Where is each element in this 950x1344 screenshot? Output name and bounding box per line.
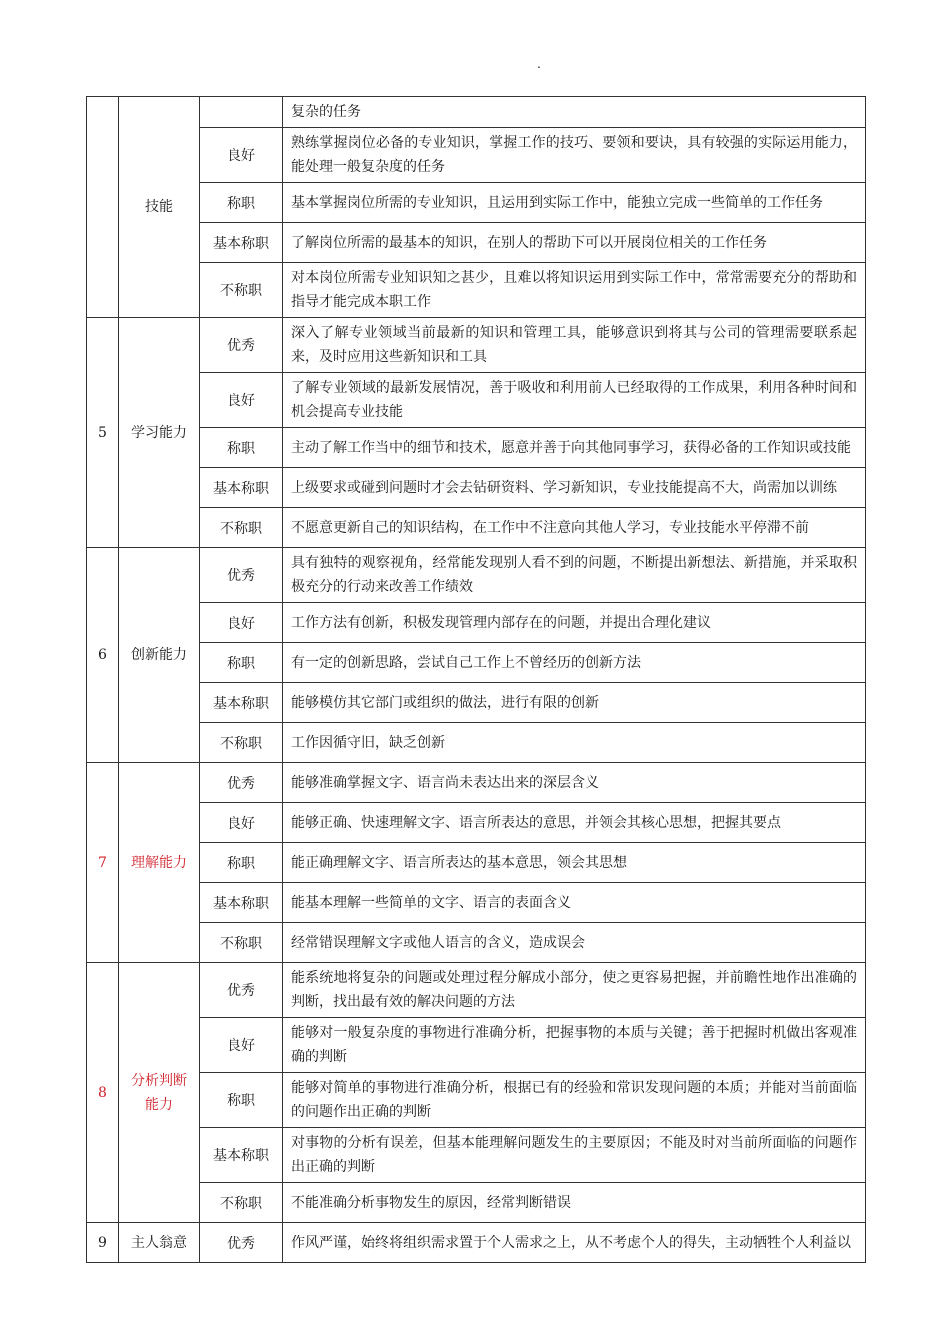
competency-name-text: 理解能力	[131, 854, 187, 871]
level-cell: 优秀	[200, 963, 283, 1018]
competency-name-text: 技能	[145, 199, 173, 215]
item-number	[87, 1223, 119, 1263]
evaluation-table	[86, 96, 866, 1263]
table-row	[87, 723, 866, 763]
table-row	[87, 223, 866, 263]
level-cell: 基本称职	[200, 883, 283, 923]
table-row	[87, 683, 866, 723]
level-cell: 不称职	[200, 723, 283, 763]
level-description: 能够准确掌握文字、语言尚未表达出来的深层含义	[283, 763, 866, 803]
competency-name	[119, 763, 200, 963]
table-row	[87, 128, 866, 183]
table-row	[87, 97, 866, 128]
level-cell: 良好	[200, 803, 283, 843]
table-row	[87, 508, 866, 548]
table-row	[87, 923, 866, 963]
item-number	[87, 763, 119, 963]
competency-name	[119, 318, 200, 548]
table-row	[87, 263, 866, 318]
item-number-text: 8	[98, 1084, 107, 1101]
item-number-text: 5	[98, 424, 107, 441]
level-description: 工作因循守旧，缺乏创新	[283, 723, 866, 763]
level-description: 能够正确、快速理解文字、语言所表达的意思，并领会其核心思想，把握其要点	[283, 803, 866, 843]
table-row	[87, 428, 866, 468]
level-description: 能系统地将复杂的问题或处理过程分解成小部分，使之更容易把握，并前瞻性地作出准确的判断，找出最有效的解决问题的方法	[283, 963, 866, 1018]
competency-name	[119, 963, 200, 1223]
level-cell: 良好	[200, 1018, 283, 1073]
table-row	[87, 1223, 866, 1263]
level-description: 上级要求或碰到问题时才会去钻研资料、学习新知识，专业技能提高不大，尚需加以训练	[283, 468, 866, 508]
table-row	[87, 468, 866, 508]
competency-name-text: 主人翁意	[131, 1234, 187, 1251]
level-cell: 不称职	[200, 1183, 283, 1223]
level-description: 能基本理解一些简单的文字、语言的表面含义	[283, 883, 866, 923]
item-number-text: 6	[98, 647, 107, 663]
level-description: 工作方法有创新，积极发现管理内部存在的问题，并提出合理化建议	[283, 603, 866, 643]
item-number	[87, 318, 119, 548]
level-description: 复杂的任务	[283, 97, 866, 128]
level-description: 了解专业领域的最新发展情况，善于吸收和利用前人已经取得的工作成果，利用各种时间和机会提高专业技能	[283, 373, 866, 428]
level-description: 主动了解工作当中的细节和技术，愿意并善于向其他同事学习，获得必备的工作知识或技能	[283, 428, 866, 468]
table-row	[87, 1183, 866, 1223]
item-number-text: 9	[98, 1234, 107, 1251]
table-row	[87, 548, 866, 603]
level-description: 熟练掌握岗位必备的专业知识，掌握工作的技巧、要领和要诀，具有较强的实际运用能力，能处理一般复杂度的任务	[283, 128, 866, 183]
level-cell: 基本称职	[200, 1128, 283, 1183]
table-row	[87, 843, 866, 883]
level-cell: 基本称职	[200, 223, 283, 263]
level-cell: 优秀	[200, 548, 283, 603]
level-description: 不愿意更新自己的知识结构，在工作中不注意向其他人学习，专业技能水平停滞不前	[283, 508, 866, 548]
table-row	[87, 963, 866, 1018]
level-cell: 称职	[200, 643, 283, 683]
level-cell: 良好	[200, 603, 283, 643]
level-description: 能够模仿其它部门或组织的做法，进行有限的创新	[283, 683, 866, 723]
level-description: 不能准确分析事物发生的原因，经常判断错误	[283, 1183, 866, 1223]
level-description: 能够对简单的事物进行准确分析，根据已有的经验和常识发现问题的本质；并能对当前面临的问题作出正确的判断	[283, 1073, 866, 1128]
table-row	[87, 763, 866, 803]
table-row	[87, 803, 866, 843]
table-row	[87, 643, 866, 683]
level-description: 深入了解专业领域当前最新的知识和管理工具，能够意识到将其与公司的管理需要联系起来，及时应用这些新知识和工具	[283, 318, 866, 373]
item-number	[87, 963, 119, 1223]
level-cell: 良好	[200, 373, 283, 428]
table-row	[87, 183, 866, 223]
table-row	[87, 603, 866, 643]
competency-name-text: 学习能力	[131, 424, 187, 441]
level-cell	[200, 97, 283, 128]
level-description: 能正确理解文字、语言所表达的基本意思，领会其思想	[283, 843, 866, 883]
competency-name	[119, 548, 200, 763]
level-cell: 优秀	[200, 763, 283, 803]
level-cell: 不称职	[200, 263, 283, 318]
level-cell: 优秀	[200, 1223, 283, 1263]
level-description: 有一定的创新思路，尝试自己工作上不曾经历的创新方法	[283, 643, 866, 683]
table-row	[87, 883, 866, 923]
competency-name-text: 创新能力	[131, 647, 187, 663]
level-description: 经常错误理解文字或他人语言的含义，造成误会	[283, 923, 866, 963]
level-description: 作风严谨，始终将组织需求置于个人需求之上，从不考虑个人的得失，主动牺牲个人利益以	[283, 1223, 866, 1263]
level-description: 对事物的分析有误差，但基本能理解问题发生的主要原因；不能及时对当前所面临的问题作出正确的判断	[283, 1128, 866, 1183]
competency-name	[119, 97, 200, 318]
level-cell: 称职	[200, 1073, 283, 1128]
table-row	[87, 1073, 866, 1128]
level-cell: 良好	[200, 128, 283, 183]
table-row	[87, 1018, 866, 1073]
level-cell: 称职	[200, 843, 283, 883]
competency-name-text: 分析判断能力	[131, 1072, 187, 1113]
level-cell: 称职	[200, 183, 283, 223]
level-cell: 不称职	[200, 508, 283, 548]
table-row	[87, 318, 866, 373]
level-cell: 基本称职	[200, 468, 283, 508]
table-row	[87, 373, 866, 428]
table-row	[87, 1128, 866, 1183]
level-description: 能够对一般复杂度的事物进行准确分析，把握事物的本质与关键；善于把握时机做出客观准确的判断	[283, 1018, 866, 1073]
level-cell: 不称职	[200, 923, 283, 963]
level-cell: 优秀	[200, 318, 283, 373]
item-number	[87, 548, 119, 763]
item-number-text: 7	[98, 854, 107, 871]
competency-name	[119, 1223, 200, 1263]
level-description: 了解岗位所需的最基本的知识，在别人的帮助下可以开展岗位相关的工作任务	[283, 223, 866, 263]
level-description: 具有独特的观察视角，经常能发现别人看不到的问题，不断提出新想法、新措施，并采取积极充分的行动来改善工作绩效	[283, 548, 866, 603]
level-cell: 基本称职	[200, 683, 283, 723]
level-cell: 称职	[200, 428, 283, 468]
level-description: 对本岗位所需专业知识知之甚少，且难以将知识运用到实际工作中，常常需要充分的帮助和指导才能完成本职工作	[283, 263, 866, 318]
header-mark: .	[537, 57, 541, 71]
item-number	[87, 97, 119, 318]
level-description: 基本掌握岗位所需的专业知识，且运用到实际工作中，能独立完成一些简单的工作任务	[283, 183, 866, 223]
